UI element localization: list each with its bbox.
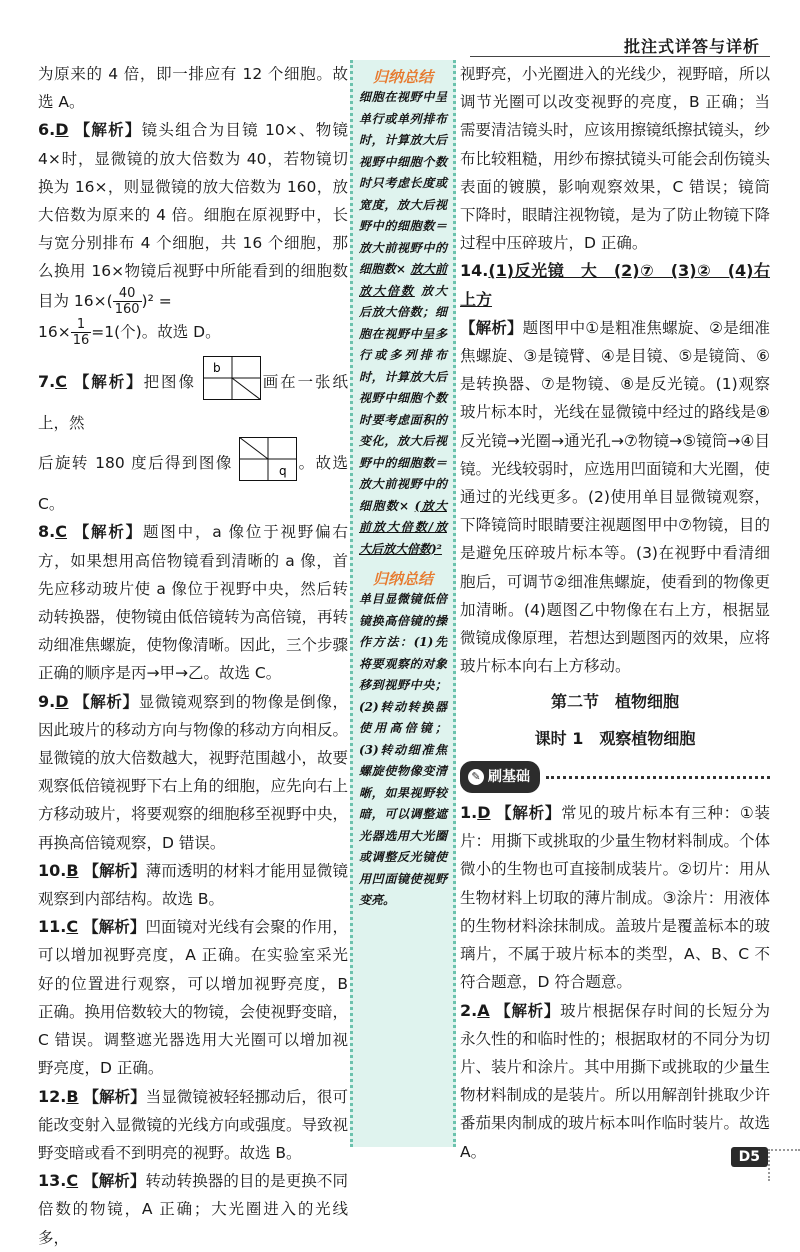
question-14 bbox=[460, 257, 770, 680]
tip2-body: 单目显微镜低倍镜换高倍镜的操作方法：(1)先将要观察的对象移到视野中央；(2)转动转换器使用高倍镜；(3)转动细准焦螺旋使物像变清晰，如果视野较暗，可以调整遮光器选用大光圈或调整反光镜使用凹面镜使视野变亮。 bbox=[359, 592, 447, 907]
q7-answer: C bbox=[55, 371, 67, 391]
q11-number: 11. bbox=[38, 917, 67, 937]
question-2 bbox=[460, 997, 770, 1166]
practice-badge-label: 刷基础 bbox=[488, 768, 530, 785]
q11-tag: 【解析】 bbox=[83, 918, 146, 937]
tip1-formula-b: (放大前放大倍数/放大后放大倍数)² bbox=[359, 498, 447, 556]
question-11 bbox=[38, 913, 348, 1082]
header-rule bbox=[470, 56, 770, 57]
q7-fig1-letter: b bbox=[212, 360, 221, 375]
question-6 bbox=[38, 116, 348, 347]
q8-text: 题图中，a 像位于视野偏右方，如果想用高倍物镜看到清晰的 a 像，首先应移动玻片使 a 像位于视野中央，然后转动转换器，使物镜由低倍镜转为高倍镜，再转动细准焦螺旋，使物像清晰。因此，三个步骤正确的顺序是丙→甲→乙。故选 C。 bbox=[38, 523, 349, 683]
q9-text: 显微镜观察到的物像是倒像，因此玻片的移动方向与物像的移动方向相反。显微镜的放大倍数越大，视野范围越小，故要观察低倍镜视野下右上角的细胞，应先向右上方移动玻片，将要观察的细胞移至视野中央，再换高倍镜观察，D 错误。 bbox=[38, 692, 349, 852]
q7-text4: 。故选 C。 bbox=[38, 454, 348, 514]
brush-icon: ✎ bbox=[468, 769, 484, 785]
q13-answer: C bbox=[66, 1171, 79, 1191]
q2-number: 2. bbox=[460, 1000, 478, 1020]
q13-continued-text: 视野亮，小光圈进入的光线少，视野暗，所以调节光圈可以改变视野的亮度，B 正确；当需要清洁镜头时，应该用擦镜纸擦拭镜头，纱布比较粗糙，用纱布擦拭镜头可能会刮伤镜头表面的镀膜，影响观察效果，C 错误；镜筒下降时，眼睛注视物镜，是为了防止物镜下降过程中压碎玻片，D 正确。 bbox=[460, 65, 771, 253]
q9-tag: 【解析】 bbox=[74, 692, 139, 711]
q9-answer: D bbox=[55, 691, 69, 711]
q6-text3: 16× bbox=[38, 322, 71, 341]
left-column bbox=[38, 60, 348, 1252]
q10-answer: B bbox=[66, 860, 79, 880]
q7-fig2-letter: q bbox=[279, 464, 287, 479]
q12-tag: 【解析】 bbox=[83, 1087, 146, 1106]
q13-tag: 【解析】 bbox=[83, 1172, 146, 1191]
q12-number: 12. bbox=[38, 1086, 67, 1106]
q6-number: 6. bbox=[38, 120, 56, 140]
page-header bbox=[0, 0, 800, 58]
q10-number: 10. bbox=[38, 860, 67, 880]
q1-number: 1. bbox=[460, 803, 478, 823]
question-8 bbox=[38, 518, 348, 687]
q14-number: 14. bbox=[460, 261, 489, 281]
q6-text1: 镜头组合为目镜 10×、物镜 4×时，显微镜的放大倍数为 40，若物镜切换为 16×，则显微镜的放大倍数为 160，放大倍数为原来的 4 倍。细胞在原视野中，长与宽分别排布 4 个细胞，共 16 个细胞，那么换用 16×物镜后视野中所能看到的细胞数目为 16×( bbox=[38, 121, 348, 310]
badge-row bbox=[460, 761, 770, 793]
q14-answer: (1)反光镜 大 (2)⑦ (3)② (4)右上方 bbox=[460, 261, 770, 309]
q10-text: 薄而透明的材料才能用显微镜观察到内部结构。故选 B。 bbox=[38, 861, 348, 909]
q12-text: 当显微镜被轻轻挪动后，很可能改变射入显微镜的光线方向或强度。导致视野变暗或看不到明亮的视野。故选 B。 bbox=[38, 1087, 349, 1162]
badge-divider bbox=[546, 776, 770, 779]
tip1-text-a: 细胞在视野中呈单行或单列排布时，计算放大后视野中细胞个数时只考虑长度或宽度，放大后视野中的细胞数＝放大前视野中的细胞数× bbox=[359, 90, 447, 276]
q6-tag: 【解析】 bbox=[74, 121, 142, 140]
q6-text2: )² = bbox=[141, 291, 172, 310]
q13-number: 13. bbox=[38, 1171, 67, 1191]
page-number: D5 bbox=[731, 1147, 768, 1167]
q1-answer: D bbox=[477, 803, 491, 823]
q2-answer: A bbox=[477, 1000, 490, 1020]
tips-sidebar bbox=[350, 60, 456, 1147]
q7-number: 7. bbox=[38, 371, 56, 391]
corner-decoration bbox=[768, 1149, 800, 1181]
practice-badge bbox=[460, 761, 540, 793]
q11-text: 凹面镜对光线有会聚的作用，可以增加视野亮度，A 正确。在实验室采光好的位置进行观察，可以增加视野亮度，B 正确。换用倍数较大的物镜，会使视野变暗，C 错误。调整遮光器选用大光圈可以增加视野亮度，D 正确。 bbox=[38, 918, 349, 1078]
lesson-title: 课时 1 观察植物细胞 bbox=[534, 728, 696, 748]
q12-answer: B bbox=[66, 1086, 79, 1106]
tip1-body bbox=[353, 87, 453, 560]
q8-number: 8. bbox=[38, 522, 56, 542]
tip1-formula-a-bottom: 放大后放大倍数 bbox=[359, 283, 447, 319]
q11-answer: C bbox=[66, 917, 79, 937]
q1-text: 常见的玻片标本有三种：①装片：用撕下或挑取的少量生物材料制成。个体微小的生物也可直接制成装片。②切片：用从生物材料上切取的薄片制成。③涂片：用液体的生物材料涂抹制成。盖玻片是覆盖标本的玻璃片，不属于玻片标本的类型，A、B、C 不符合题意，D 符合题意。 bbox=[460, 804, 771, 992]
q6-fraction-1 bbox=[113, 286, 142, 317]
q7-tag: 【解析】 bbox=[73, 372, 144, 391]
tip1-formula-a-top: 放大前放大倍数 bbox=[359, 262, 447, 298]
q6-answer: D bbox=[55, 120, 69, 140]
q8-answer: C bbox=[55, 522, 67, 542]
tip1-text-b: ；细胞在视野中呈多行或多列排布时，计算放大后视野中细胞个数时要考虑面积的变化，放大后视野中的细胞数＝放大前视野中的细胞数× bbox=[359, 305, 447, 513]
tip1-heading: 归纳总结 bbox=[372, 68, 433, 86]
q7-figure-rotated bbox=[239, 437, 297, 490]
q1-tag: 【解析】 bbox=[496, 804, 562, 823]
question-1 bbox=[460, 799, 770, 996]
question-12 bbox=[38, 1083, 348, 1168]
q2-text: 玻片根据保存时间的长短分为永久性的和临时性的；根据取材的不同分为切片、装片和涂片。其中用撕下或挑取的少量生物材料制成的是装片。所以用解剖针挑取少许番茄果肉制成的玻片标本叫作临时装片。故选 A。 bbox=[460, 1001, 771, 1161]
section-title: 第二节 植物细胞 bbox=[550, 692, 679, 712]
q6-fraction-2 bbox=[71, 317, 92, 348]
q6-frac1-num: 40 bbox=[113, 286, 142, 302]
q2-tag: 【解析】 bbox=[495, 1001, 561, 1020]
question-13 bbox=[38, 1167, 348, 1252]
q14-tag: 【解析】 bbox=[460, 318, 523, 337]
question-10 bbox=[38, 857, 348, 913]
q6-frac2-den: 16 bbox=[72, 332, 90, 348]
question-9 bbox=[38, 688, 348, 857]
q10-tag: 【解析】 bbox=[83, 861, 146, 880]
q13-text: 转动转换器的目的是更换不同倍数的物镜，A 正确；大光圈进入的光线多， bbox=[38, 1172, 348, 1247]
q6-text4: =1(个)。故选 D。 bbox=[91, 322, 221, 341]
q14-text: 题图甲中①是粗准焦螺旋、②是细准焦螺旋、③是镜臂、④是目镜、⑤是镜筒、⑥是转换器、⑦是物镜、⑧是反光镜。(1)观察玻片标本时，光线在显微镜中经过的路线是⑧反光镜→光圈→通光孔→⑦物镜→⑤镜筒→④目镜。光线较弱时，应选用凹面镜和大光圈，使通过的光线更多。(2)使用单目显微镜观察，下降镜筒时眼睛要注视题图甲中⑦物镜，目的是避免压碎玻片标本等。(3)在视野中看清细胞后，可调节②细准焦螺旋，使看到的物像更加清晰。(4)题图乙中物像在右上方，根据显微镜成像原理，若想达到题图丙的效果，应将玻片标本向右上方移动。 bbox=[460, 318, 771, 676]
q6-frac1-den: 160 bbox=[114, 301, 140, 317]
question-7 bbox=[38, 356, 348, 519]
q7-text1: 把图像 bbox=[143, 372, 196, 391]
q7-text3: 后旋转 180 度后得到图像 bbox=[38, 454, 233, 473]
q7-text2: 画在一张纸上，然 bbox=[38, 372, 348, 432]
right-column bbox=[460, 60, 770, 1166]
q8-tag: 【解析】 bbox=[73, 523, 144, 542]
q7-figure-original bbox=[203, 356, 261, 409]
page-header-title: 批注式详答与详析 bbox=[623, 37, 760, 56]
q6-frac2-num: 1 bbox=[71, 317, 92, 333]
tip2-heading: 归纳总结 bbox=[372, 570, 433, 588]
q9-number: 9. bbox=[38, 691, 56, 711]
intro-text: 为原来的 4 倍，即一排应有 12 个细胞。故选 A。 bbox=[38, 65, 348, 112]
